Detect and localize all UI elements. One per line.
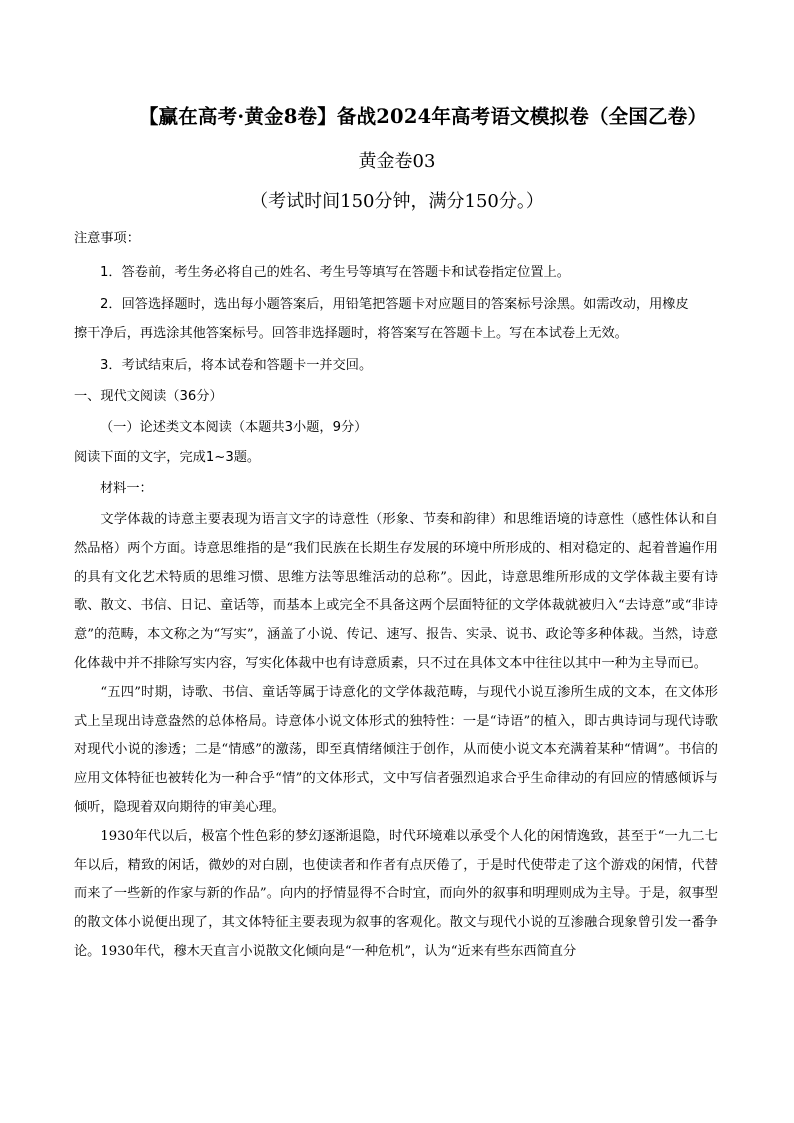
notice-item-2-line-1: 2．回答选择题时，选出每小题答案后，用铅笔把答题卡对应题目的答案标号涂黑。如需改动，用橡皮 [100,297,689,312]
passage-body [74,506,718,967]
section-sub-heading: （一）论述类文本阅读（本题共3小题，9分） [100,420,368,435]
notice-heading: 注意事项： [74,231,140,246]
section-instruction: 阅读下面的文字，完成1~3题。 [74,450,261,465]
notice-item-2-line-2: 擦干净后，再选涂其他答案标号。回答非选择题时，将答案写在答题卡上。写在本试卷上无效。 [74,326,628,341]
passage-paragraph-3: 1930年代以后，极富个性色彩的梦幻逐渐退隐，时代环境难以承受个人化的闲情逸致，甚至于“一九二七年以后，精致的闲话，微妙的对白剧，也使读者和作者有点厌倦了，于是时代使带走了这个游戏的闲情，代替而来了一些新的作家与新的作品”。向内的抒情显得不合时宜，而向外的叙事和明理则成为主导。于是，叙事型的散文体小说便出现了，其文体特征主要表现为叙事的客观化。散文与现代小说的互渗融合现象曾引发一番争论。1930年代，穆木天直言小说散文化倾向是“一种危机”，认为“近来有些东西简直分 [74,828,718,959]
exam-subtitle: 黄金卷03 [358,151,436,172]
notice-item-3: 3．考试结束后，将本试卷和答题卡一并交回。 [100,358,373,373]
exam-title: 【赢在高考·黄金8卷】备战2024年高考语文模拟卷（全国乙卷） [138,105,708,128]
section-part-heading: 一、现代文阅读（36分） [74,389,223,404]
passage-paragraph-2: “五四”时期，诗歌、书信、童话等属于诗意化的文学体裁范畴，与现代小说互渗所生成的文本，在文体形式上呈现出诗意盎然的总体格局。诗意体小说文体形式的独特性：一是“诗语”的植入，即古典诗词与现代诗歌对现代小说的渗透；二是“情感”的激荡，即至真情绪倾注于创作，从而使小说文本充满着某种“情调”。书信的应用文体特征也被转化为一种合乎“情”的文体形式，文中写信者强烈追求合乎生命律动的有回应的情感倾诉与倾听，隐现着双向期待的审美心理。 [74,684,718,815]
passage-paragraph-1: 文学体裁的诗意主要表现为语言文字的诗意性（形象、节奏和韵律）和思维语境的诗意性（感性体认和自然品格）两个方面。诗意思维指的是“我们民族在长期生存发展的环境中所形成的、相对稳定的、起着普遍作用的具有文化艺术特质的思维习惯、思维方法等思维活动的总称”。因此，诗意思维所形成的文学体裁主要有诗歌、散文、书信、日记、童话等，而基本上或完全不具备这两个层面特征的文学体裁就被归入“去诗意”或“非诗意”的范畴，本文称之为“写实”，涵盖了小说、传记、速写、报告、实录、说书、政论等多种体裁。当然，诗意化体裁中并不排除写实内容，写实化体裁中也有诗意质素，只不过在具体文本中往往以其中一种为主导而已。 [74,512,718,671]
exam-time-info: （考试时间150分钟，满分150分。） [250,191,544,212]
notice-item-1: 1．答卷前，考生务必将自己的姓名、考生号等填写在答题卡和试卷指定位置上。 [100,265,570,280]
material-label: 材料一： [100,481,153,496]
